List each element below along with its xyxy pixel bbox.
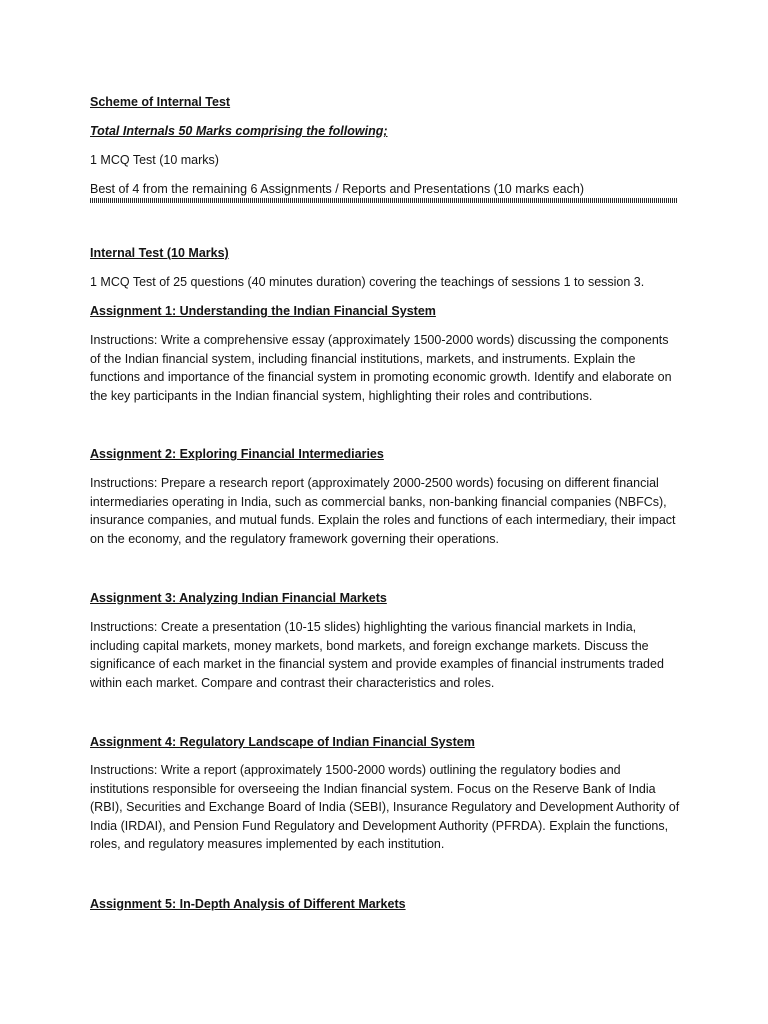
assignment-1-text: Instructions: Write a comprehensive essay (approximately 1500-2000 words) discussing the components of the Indian financial system, including financial institutions, markets, and instruments. Explain the functions and importance of the financial system in promoting economic growth. Identify and elaborate on the key participants in the Indian financial system, highlighting their roles and contributions.: [90, 333, 672, 403]
internal-test-heading: Internal Test (10 Marks): [90, 246, 229, 260]
total-internals-heading: Total Internals 50 Marks comprising the following;: [90, 124, 388, 138]
assignment-5-heading: Assignment 5: In-Depth Analysis of Different Markets: [90, 897, 406, 911]
assignment-2-heading: Assignment 2: Exploring Financial Intermediaries: [90, 447, 384, 461]
scheme-title: Scheme of Internal Test: [90, 95, 231, 109]
assignment-4-heading: Assignment 4: Regulatory Landscape of Indian Financial System: [90, 735, 475, 749]
best-of-line: Best of 4 from the remaining 6 Assignments / Reports and Presentations (10 marks each): [90, 182, 584, 196]
mcq-line: 1 MCQ Test (10 marks): [90, 153, 219, 167]
internal-test-text: 1 MCQ Test of 25 questions (40 minutes duration) covering the teachings of sessions 1 to session 3.: [90, 275, 645, 289]
assignment-3-text: Instructions: Create a presentation (10-15 slides) highlighting the various financial markets in India, including capital markets, money markets, bond markets, and foreign exchange markets. Discuss the significance of each market in the financial system and provide examples of financial instruments traded within each market. Compare and contrast their characteristics and roles.: [90, 620, 664, 690]
section-divider: [90, 198, 678, 203]
assignment-2-text: Instructions: Prepare a research report (approximately 2000-2500 words) focusing on different financial intermediaries operating in India, such as commercial banks, non-banking financial companies (NBFCs), insurance companies, and mutual funds. Explain the roles and functions of each intermediary, their impact on the economy, and the regulatory framework governing their operations.: [90, 476, 676, 546]
assignment-4-text: Instructions: Write a report (approximately 1500-2000 words) outlining the regulatory bodies and institutions responsible for overseeing the Indian financial system. Focus on the Reserve Bank of India (RBI), Securities and Exchange Board of India (SEBI), Insurance Regulatory and Development Authority of India (IRDAI), and Pension Fund Regulatory and Development Authority (PFRDA). Explain the functions, roles, and regulatory measures implemented by each institution.: [90, 763, 680, 851]
assignment-1-heading: Assignment 1: Understanding the Indian Financial System: [90, 304, 436, 318]
assignment-3-heading: Assignment 3: Analyzing Indian Financial Markets: [90, 591, 387, 605]
